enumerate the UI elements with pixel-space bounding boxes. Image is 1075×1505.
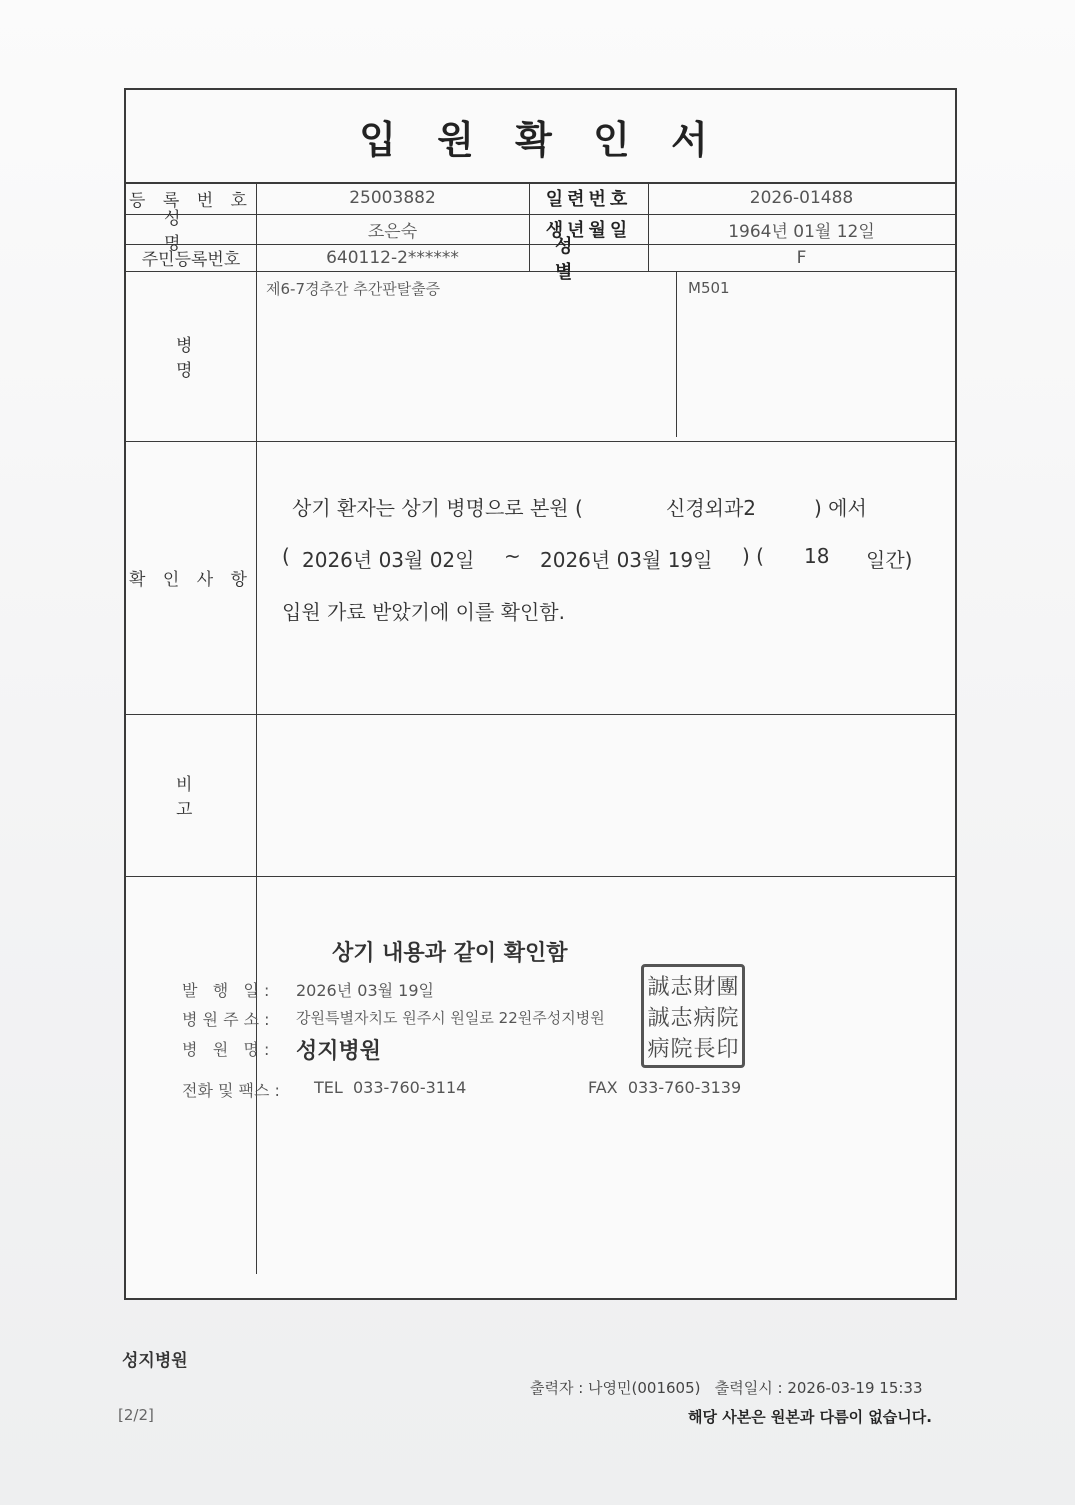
confirmation-mid-paren: ) ( — [742, 544, 764, 568]
address-value: 강원특별자치도 원주시 원일로 22원주성지병원 — [296, 1009, 605, 1027]
rrn-value: 640112-2****** — [326, 247, 459, 268]
remarks-value — [256, 714, 955, 876]
admission-start-date: 2026년 03월 02일 — [302, 548, 475, 572]
issue-date-value: 2026년 03월 19일 — [296, 981, 434, 1000]
confirmation-department: 신경외과2 — [666, 496, 757, 520]
confirmation-label: 확 인 사 항 — [129, 570, 253, 590]
diagnosis-code: M501 — [688, 279, 730, 297]
seal-character: 病 — [647, 1037, 670, 1062]
remarks-label: 비 고 — [176, 775, 243, 820]
seal-character: 院 — [716, 1006, 739, 1031]
admission-end-date: 2026년 03월 19일 — [540, 548, 713, 572]
seal-character: 院 — [670, 1037, 693, 1062]
confirmation-line1-a: 상기 환자는 상기 병명으로 본원 ( — [292, 496, 583, 520]
sex-label: 성 별 — [555, 235, 599, 283]
document-title: 입 원 확 인 서 — [126, 90, 955, 184]
admission-days-unit: 일간) — [866, 548, 913, 572]
seal-character: 財 — [693, 975, 716, 1000]
footer-copy-note: 해당 사본은 원본과 다름이 없습니다. — [688, 1408, 932, 1426]
column-divider — [676, 271, 677, 437]
reg-no-label: 등 록 번 호 — [129, 190, 253, 211]
birth-label: 생년월일 — [545, 220, 632, 241]
sex-value: F — [796, 247, 807, 268]
serial-label: 일련번호 — [545, 189, 632, 210]
date-range-tilde: ~ — [504, 544, 521, 568]
row-divider — [126, 876, 955, 877]
name-value: 조은숙 — [367, 221, 418, 242]
admission-certificate-form — [124, 88, 957, 1300]
seal-character: 志 — [670, 975, 693, 1000]
confirmation-open-paren: ( — [282, 544, 290, 568]
seal-character: 團 — [716, 975, 739, 1000]
admission-days: 18 — [804, 544, 830, 568]
issuer-statement: 상기 내용과 같이 확인함 — [332, 941, 568, 966]
rrn-label: 주민등록번호 — [141, 250, 241, 270]
name-label: 성 명 — [164, 209, 221, 254]
seal-character: 長 — [693, 1037, 716, 1062]
seal-character: 病 — [693, 1006, 716, 1031]
footer-printer-info: 출력자 : 나영민(001605) 출력일시 : 2026-03-19 15:33 — [530, 1379, 923, 1397]
diagnosis-name: 제6-7경추간 추간판탈출증 — [266, 279, 441, 298]
issue-date-label: 발 행 일 : — [182, 981, 270, 1000]
seal-character: 誠 — [647, 975, 670, 1000]
hospital-name-label: 병 원 명 : — [182, 1040, 270, 1059]
hospital-name-value: 성지병원 — [296, 1039, 382, 1064]
seal-character: 印 — [716, 1037, 739, 1062]
fax-value: FAX 033-760-3139 — [588, 1078, 742, 1097]
birth-value: 1964년 01월 12일 — [728, 221, 875, 242]
seal-character: 誠 — [647, 1006, 670, 1031]
footer-hospital: 성지병원 — [122, 1351, 188, 1371]
seal-character: 志 — [670, 1006, 693, 1031]
tel-value: TEL 033-760-3114 — [314, 1078, 467, 1097]
hospital-seal-stamp — [641, 964, 745, 1068]
phone-label: 전화 및 팩스 : — [182, 1081, 280, 1100]
diagnosis-label: 병 명 — [176, 336, 243, 381]
footer-page-number: [2/2] — [118, 1406, 154, 1424]
address-label: 병 원 주 소 : — [182, 1010, 270, 1029]
confirmation-line1-b: ) 에서 — [814, 496, 867, 520]
confirmation-line3: 입원 가료 받았기에 이를 확인함. — [282, 600, 565, 624]
serial-value: 2026-01488 — [749, 188, 854, 208]
reg-no-value: 25003882 — [349, 188, 436, 208]
